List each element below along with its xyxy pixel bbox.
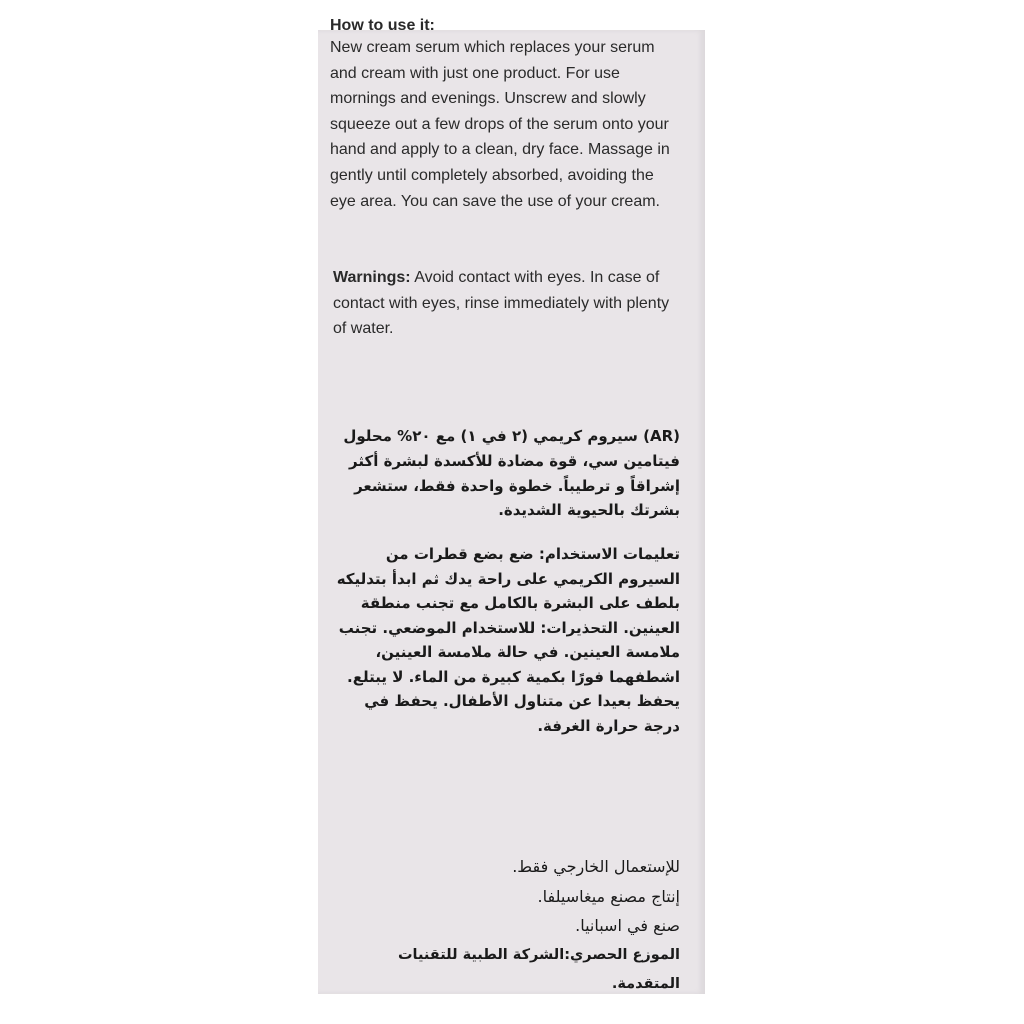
arabic-intro: (AR) سيروم كريمي (٢ في ١) مع ٢٠% محلول فيتامين سي، قوة مضادة للأكسدة لبشرة أكثر إشراقاً و ترطيباً. خطوة واحدة فقط، ستشعر بشرتك بالحيوية الشديدة.: [343, 427, 680, 520]
origin-note: صنع في اسبانيا.: [575, 916, 680, 935]
warnings-en: [333, 265, 685, 342]
warnings-label: Warnings:: [333, 269, 411, 286]
distributor-note: الموزع الحصري:الشركة الطبية للتقنيات المتقدمة.: [397, 946, 680, 992]
warnings-text: Avoid contact with eyes. In case of contact with eyes, rinse immediately with plenty of water.: [333, 269, 670, 338]
external-use-note: للإستعمال الخارجي فقط.: [512, 857, 680, 876]
arabic-footer: [330, 852, 680, 1000]
manufacturer-note: إنتاج مصنع ميغاسيلفا.: [537, 886, 680, 906]
arabic-instructions: تعليمات الاستخدام: ضع بضع قطرات من السيروم الكريمي على راحة يدك ثم ابدأ بتدليكه بلطف على البشرة بالكامل مع تجنب منطقة العينين. التحذيرات: للاستخدام الموضعي. تجنب ملامسة العينين. في حالة ملامسة العينين، اشطفهما فورًا بكمية كبيرة من الماء. لا يبتلع. يحفظ بعيدا عن متناول الأطفال. يحفظ في درجة حرارة الغرفة.: [336, 545, 680, 735]
usage-instructions-en: New cream serum which replaces your serum and cream with just one product. For use mornings and evenings. Unscrew and slowly squeeze out a few drops of the serum onto your hand and apply to a clean, dry face. Massage in gently until completely absorbed, avoiding the eye area. You can save the use of your cream.: [330, 39, 670, 210]
usage-heading-cropped: How to use it:: [330, 17, 435, 34]
